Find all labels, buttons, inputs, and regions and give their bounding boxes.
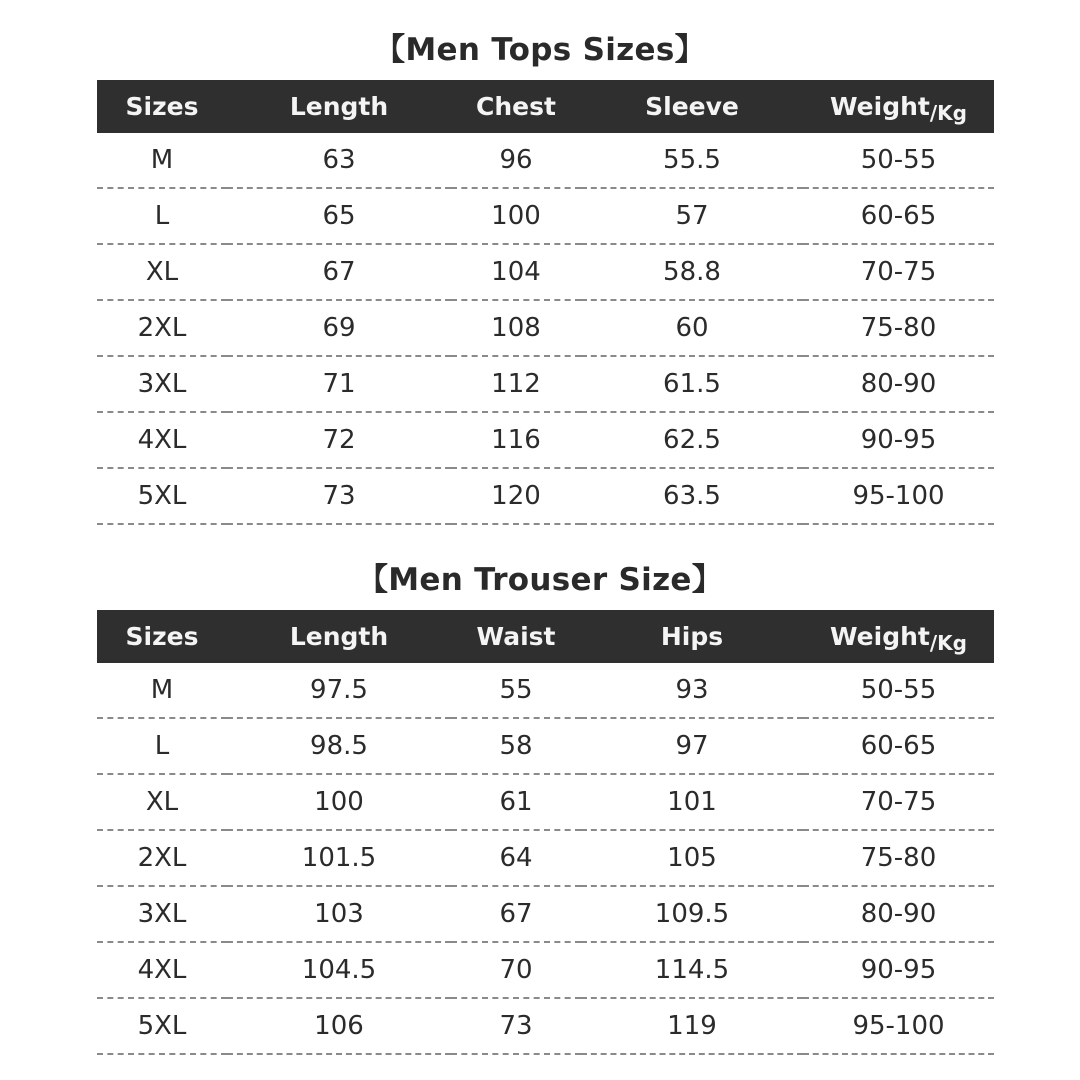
weight-cell: 70-75: [803, 244, 994, 300]
waist-cell: 67: [451, 886, 581, 942]
tops-table-body: [97, 133, 994, 524]
length-cell: 103: [227, 886, 451, 942]
table-row: [97, 244, 994, 300]
size-cell: L: [97, 188, 227, 244]
column-header-waist: Waist: [451, 610, 581, 663]
weight-cell: 60-65: [803, 718, 994, 774]
length-cell: 100: [227, 774, 451, 830]
tops-size-chart-title: 【Men Tops Sizes】: [374, 32, 706, 68]
chest-cell: 116: [451, 412, 581, 468]
hips-cell: 101: [581, 774, 803, 830]
size-cell: XL: [97, 244, 227, 300]
column-header-weight: [803, 610, 994, 663]
size-cell: M: [97, 133, 227, 188]
table-row: [97, 830, 994, 886]
sleeve-cell: 62.5: [581, 412, 803, 468]
table-row: [97, 356, 994, 412]
table-row: [97, 774, 994, 830]
tops-size-table: [97, 80, 994, 525]
size-cell: M: [97, 663, 227, 718]
weight-cell: 50-55: [803, 663, 994, 718]
sleeve-cell: 58.8: [581, 244, 803, 300]
header-row: [97, 610, 994, 663]
table-row: [97, 886, 994, 942]
table-row: [97, 188, 994, 244]
size-cell: L: [97, 718, 227, 774]
column-header-sizes: Sizes: [97, 80, 227, 133]
column-header-length: Length: [227, 80, 451, 133]
waist-cell: 55: [451, 663, 581, 718]
weight-label: Weight: [830, 622, 930, 651]
chest-cell: 96: [451, 133, 581, 188]
weight-cell: 75-80: [803, 300, 994, 356]
size-cell: 5XL: [97, 468, 227, 524]
weight-cell: 70-75: [803, 774, 994, 830]
table-row: [97, 998, 994, 1054]
length-cell: 65: [227, 188, 451, 244]
tops-table-header: [97, 80, 994, 133]
table-row: [97, 663, 994, 718]
length-cell: 71: [227, 356, 451, 412]
weight-cell: 95-100: [803, 468, 994, 524]
length-cell: 67: [227, 244, 451, 300]
trouser-size-table: [97, 610, 994, 1055]
chest-cell: 120: [451, 468, 581, 524]
size-cell: 2XL: [97, 830, 227, 886]
weight-cell: 80-90: [803, 356, 994, 412]
hips-cell: 114.5: [581, 942, 803, 998]
sleeve-cell: 60: [581, 300, 803, 356]
size-cell: 3XL: [97, 886, 227, 942]
table-row: [97, 718, 994, 774]
size-cell: 2XL: [97, 300, 227, 356]
header-row: [97, 80, 994, 133]
column-header-hips: Hips: [581, 610, 803, 663]
hips-cell: 105: [581, 830, 803, 886]
table-row: [97, 300, 994, 356]
weight-cell: 90-95: [803, 412, 994, 468]
weight-cell: 60-65: [803, 188, 994, 244]
column-header-chest: Chest: [451, 80, 581, 133]
size-cell: 4XL: [97, 412, 227, 468]
table-row: [97, 942, 994, 998]
size-cell: 5XL: [97, 998, 227, 1054]
weight-label: Weight: [830, 92, 930, 121]
waist-cell: 64: [451, 830, 581, 886]
hips-cell: 109.5: [581, 886, 803, 942]
weight-cell: 75-80: [803, 830, 994, 886]
length-cell: 101.5: [227, 830, 451, 886]
column-header-sizes: Sizes: [97, 610, 227, 663]
length-cell: 106: [227, 998, 451, 1054]
size-cell: 3XL: [97, 356, 227, 412]
trouser-table-header: [97, 610, 994, 663]
weight-cell: 90-95: [803, 942, 994, 998]
weight-unit: /Kg: [929, 631, 967, 655]
column-header-sleeve: Sleeve: [581, 80, 803, 133]
size-cell: 4XL: [97, 942, 227, 998]
table-row: [97, 133, 994, 188]
waist-cell: 73: [451, 998, 581, 1054]
weight-unit: /Kg: [929, 101, 967, 125]
length-cell: 69: [227, 300, 451, 356]
weight-cell: 50-55: [803, 133, 994, 188]
length-cell: 97.5: [227, 663, 451, 718]
length-cell: 72: [227, 412, 451, 468]
hips-cell: 97: [581, 718, 803, 774]
sleeve-cell: 57: [581, 188, 803, 244]
chest-cell: 100: [451, 188, 581, 244]
chest-cell: 104: [451, 244, 581, 300]
column-header-weight: [803, 80, 994, 133]
length-cell: 98.5: [227, 718, 451, 774]
trouser-table-body: [97, 663, 994, 1054]
hips-cell: 119: [581, 998, 803, 1054]
weight-cell: 80-90: [803, 886, 994, 942]
chest-cell: 112: [451, 356, 581, 412]
sleeve-cell: 61.5: [581, 356, 803, 412]
chest-cell: 108: [451, 300, 581, 356]
weight-cell: 95-100: [803, 998, 994, 1054]
size-cell: XL: [97, 774, 227, 830]
waist-cell: 70: [451, 942, 581, 998]
column-header-length: Length: [227, 610, 451, 663]
length-cell: 104.5: [227, 942, 451, 998]
sleeve-cell: 55.5: [581, 133, 803, 188]
trouser-size-chart-title: 【Men Trouser Size】: [356, 562, 724, 598]
hips-cell: 93: [581, 663, 803, 718]
table-row: [97, 468, 994, 524]
waist-cell: 61: [451, 774, 581, 830]
table-row: [97, 412, 994, 468]
length-cell: 63: [227, 133, 451, 188]
length-cell: 73: [227, 468, 451, 524]
waist-cell: 58: [451, 718, 581, 774]
sleeve-cell: 63.5: [581, 468, 803, 524]
